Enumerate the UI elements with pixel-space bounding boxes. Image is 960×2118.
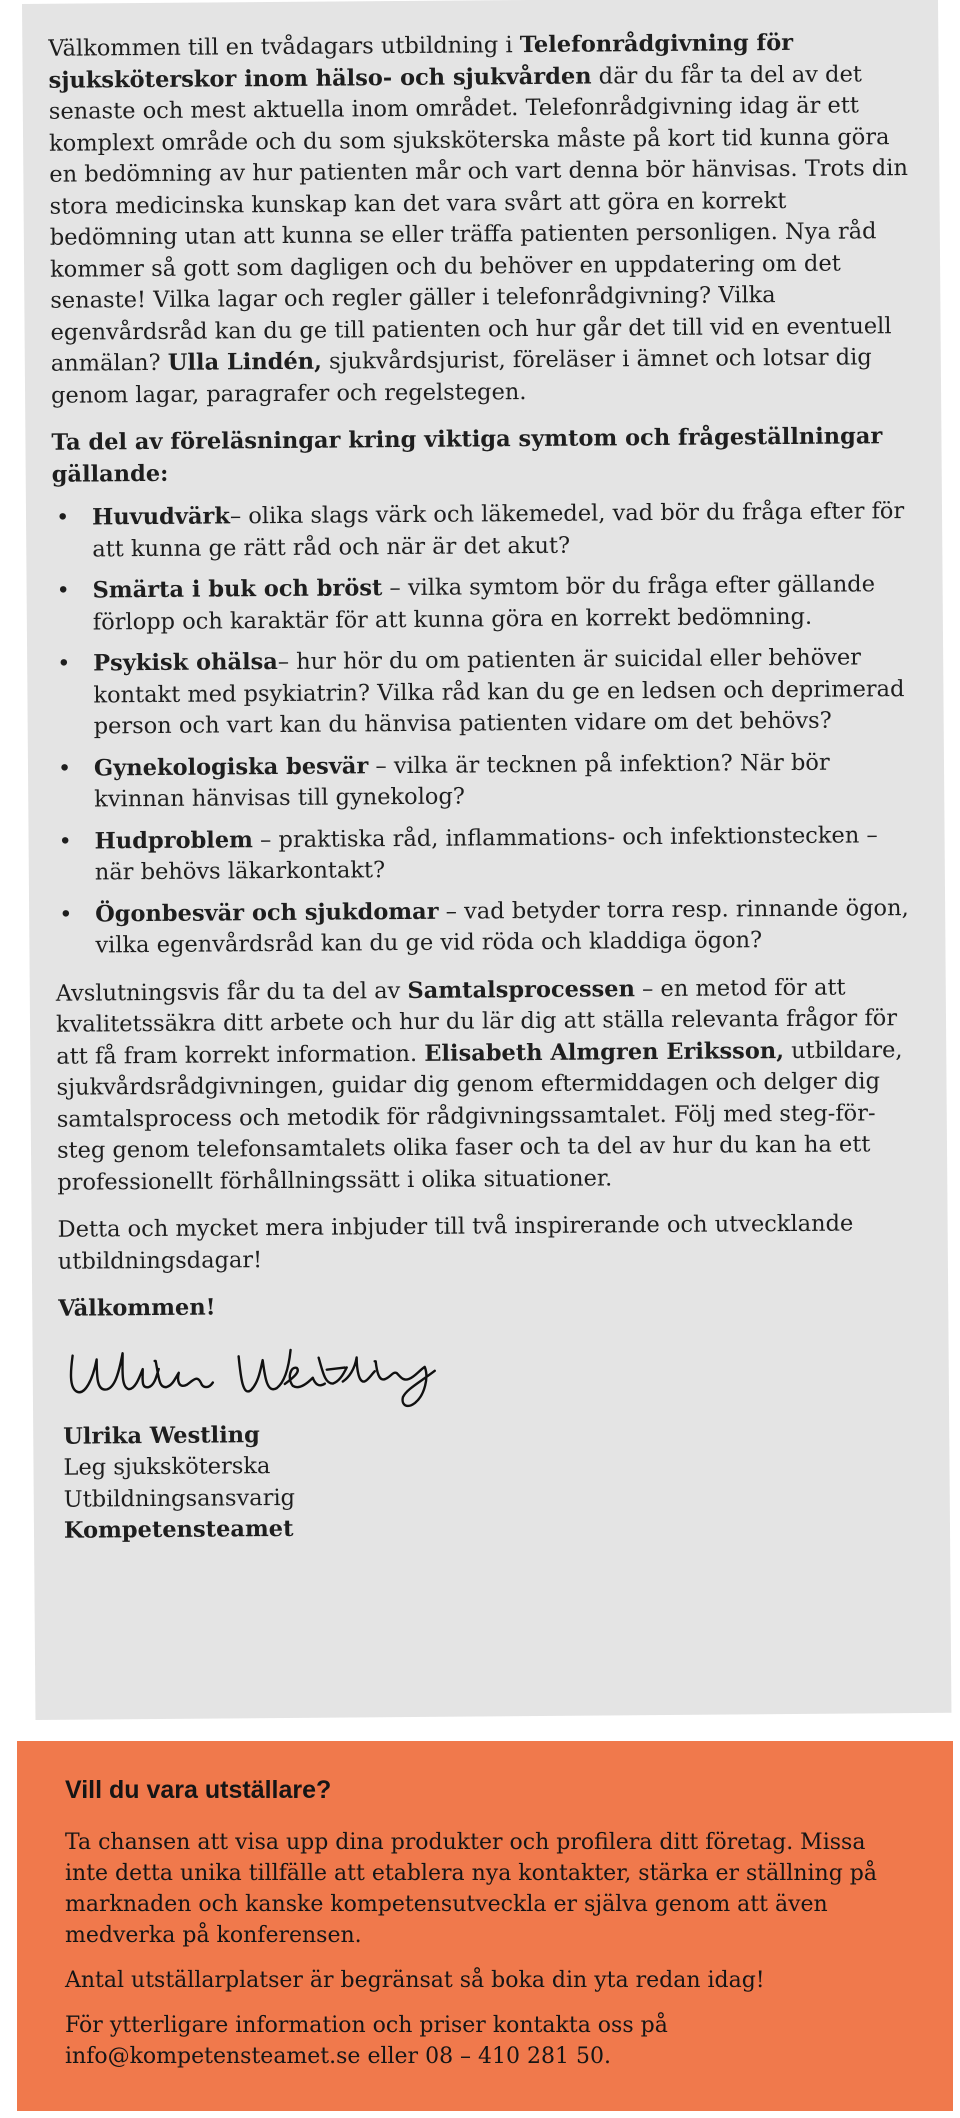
exhibitor-panel <box>17 1741 953 2111</box>
course-description-panel <box>22 0 951 1720</box>
exhibitor-contact: För ytterligare information och priser kontakta oss på info@kompetensteamet.se eller 08 – 410 281 50. <box>65 2013 668 2069</box>
topic-item-skin <box>54 820 916 890</box>
exhibitor-heading: Vill du vara utställare? <box>65 1776 332 1804</box>
exhibitor-paragraph-1: Ta chansen att visa upp dina produkter och profilera ditt företag. Missa inte detta unika tillfälle att etablera nya kontakter, stärka er ställning på marknaden och kanske kompetensutveckla er själva genom att även medverka på konferensen. <box>65 1830 877 1948</box>
topic-text: – vilka är tecknen på infektion? När bör kvinnan hänvisas till gynekolog? <box>94 749 837 813</box>
topic-title: Ögonbesvär och sjukdomar <box>95 898 439 927</box>
intro-text-1: Välkommen till en tvådagars utbildning i <box>48 32 520 62</box>
signer-role: Utbildningsansvarig <box>63 1484 296 1513</box>
course-title: Telefonrådgivning för sjuksköterskor inom hälso- och sjukvården <box>48 29 794 94</box>
closing-text-3: utbildare, sjukvårdsrådgivningen, guidar dig genom eftermiddagen och delger dig samtalsprocess och metodik för rådgivningssamtalet. Följ med steg-för-steg genom telefonsamtalets olika faser och ta del av hur du kan ha ett professionellt förhållningssätt i olika situationer. <box>56 1036 910 1196</box>
topic-title: Huvudvärk <box>91 503 231 531</box>
bullet-icon: • <box>57 650 71 677</box>
topic-title: Psykisk ohälsa <box>93 649 278 677</box>
welcome-text: Välkommen! <box>58 1294 216 1322</box>
lecturer-name-ulla: Ulla Lindén, <box>167 348 323 376</box>
topic-text: – vad betyder torra resp. rinnande ögon, vilka egenvårdsråd kan du ge vid röda och kladdiga ögon? <box>95 894 916 959</box>
signer-organization: Kompetensteamet <box>63 1515 294 1544</box>
method-name: Samtalsprocessen <box>407 975 636 1004</box>
signature-block <box>63 1414 922 1547</box>
invitation-paragraph: Detta och mycket mera inbjuder till två inspirerande och utvecklande utbildningsdagar! <box>57 1210 854 1275</box>
bullet-icon: • <box>55 504 70 531</box>
handwritten-signature <box>62 1336 463 1417</box>
signer-name: Ulrika Westling <box>63 1421 260 1450</box>
bullet-icon: • <box>59 901 73 928</box>
intro-paragraph <box>48 27 916 412</box>
topic-title: Gynekologiska besvär <box>93 752 369 781</box>
topic-item-gynecology <box>54 747 916 817</box>
topic-title: Hudproblem <box>94 826 254 854</box>
topic-text: – olika slags värk och läkemedel, vad bör du fråga efter för att kunna ge rätt råd och när är det akut? <box>92 498 912 562</box>
closing-text-1: Avslutningsvis får du ta del av <box>55 977 408 1007</box>
signer-title: Leg sjuksköterska <box>63 1453 271 1481</box>
lecturer-name-elisabeth: Elisabeth Almgren Eriksson, <box>424 1037 785 1067</box>
bullet-icon: • <box>58 828 72 855</box>
topics-heading: Ta del av föreläsningar kring viktiga symtom och frågeställningar gällande: <box>51 423 883 488</box>
topic-text: – vilka symtom bör du fråga efter gällande förlopp och karaktär för att kunna göra en korrekt bedömning. <box>92 571 883 635</box>
topic-item-eyes <box>55 892 917 962</box>
closing-paragraph <box>56 971 920 1198</box>
topic-text: – hur hör du om patienten är suicidal eller behöver kontakt med psykiatrin? Vilka råd kan du ge en ledsen och deprimerad person och vart kan du hänvisa patienten vidare om det behövs? <box>93 644 912 740</box>
exhibitor-paragraph-2: Antal utställarplatser är begränsat så boka din yta redan idag! <box>65 1968 765 1993</box>
topic-item-headache <box>52 496 914 566</box>
intro-text-3: sjukvårdsjurist, föreläser i ämnet och lotsar dig genom lagar, paragrafer och regelstegen. <box>50 344 879 409</box>
closing-text-2: – en metod för att kvalitetssäkra ditt arbete och hur du lär dig att ställa relevanta frågor för att få fram korrekt information. <box>55 974 905 1070</box>
topic-text: – praktiska råd, inflammations- och infektionstecken – när behövs läkarkontakt? <box>94 821 885 886</box>
topic-item-mental-health <box>53 642 916 743</box>
topics-list <box>52 496 918 962</box>
topic-item-abdominal-chest-pain <box>52 569 914 639</box>
intro-text-2: där du får ta del av det senaste och mest aktuella inom området. Telefonrådgivning idag är ett komplext område och du som sjuksköterska måste på kort tid kunna göra en bedömning av hur patienten mår och vart denna bör hänvisas. Trots din stora medicinska kunskap kan det vara svårt att göra en korrekt bedömning utan att kunna se eller träffa patienten personligen. Nya råd kommer så gott som dagligen och du behöver en uppdatering om det senaste! Vilka lagar och regler gäller i telefonrådgivning? Vilka egenvårdsråd kan du ge till patienten och hur går det till vid en eventuell anmälan? <box>48 60 916 377</box>
bullet-icon: • <box>57 755 72 782</box>
topic-title: Smärta i buk och bröst <box>92 575 383 604</box>
bullet-icon: • <box>56 577 70 604</box>
